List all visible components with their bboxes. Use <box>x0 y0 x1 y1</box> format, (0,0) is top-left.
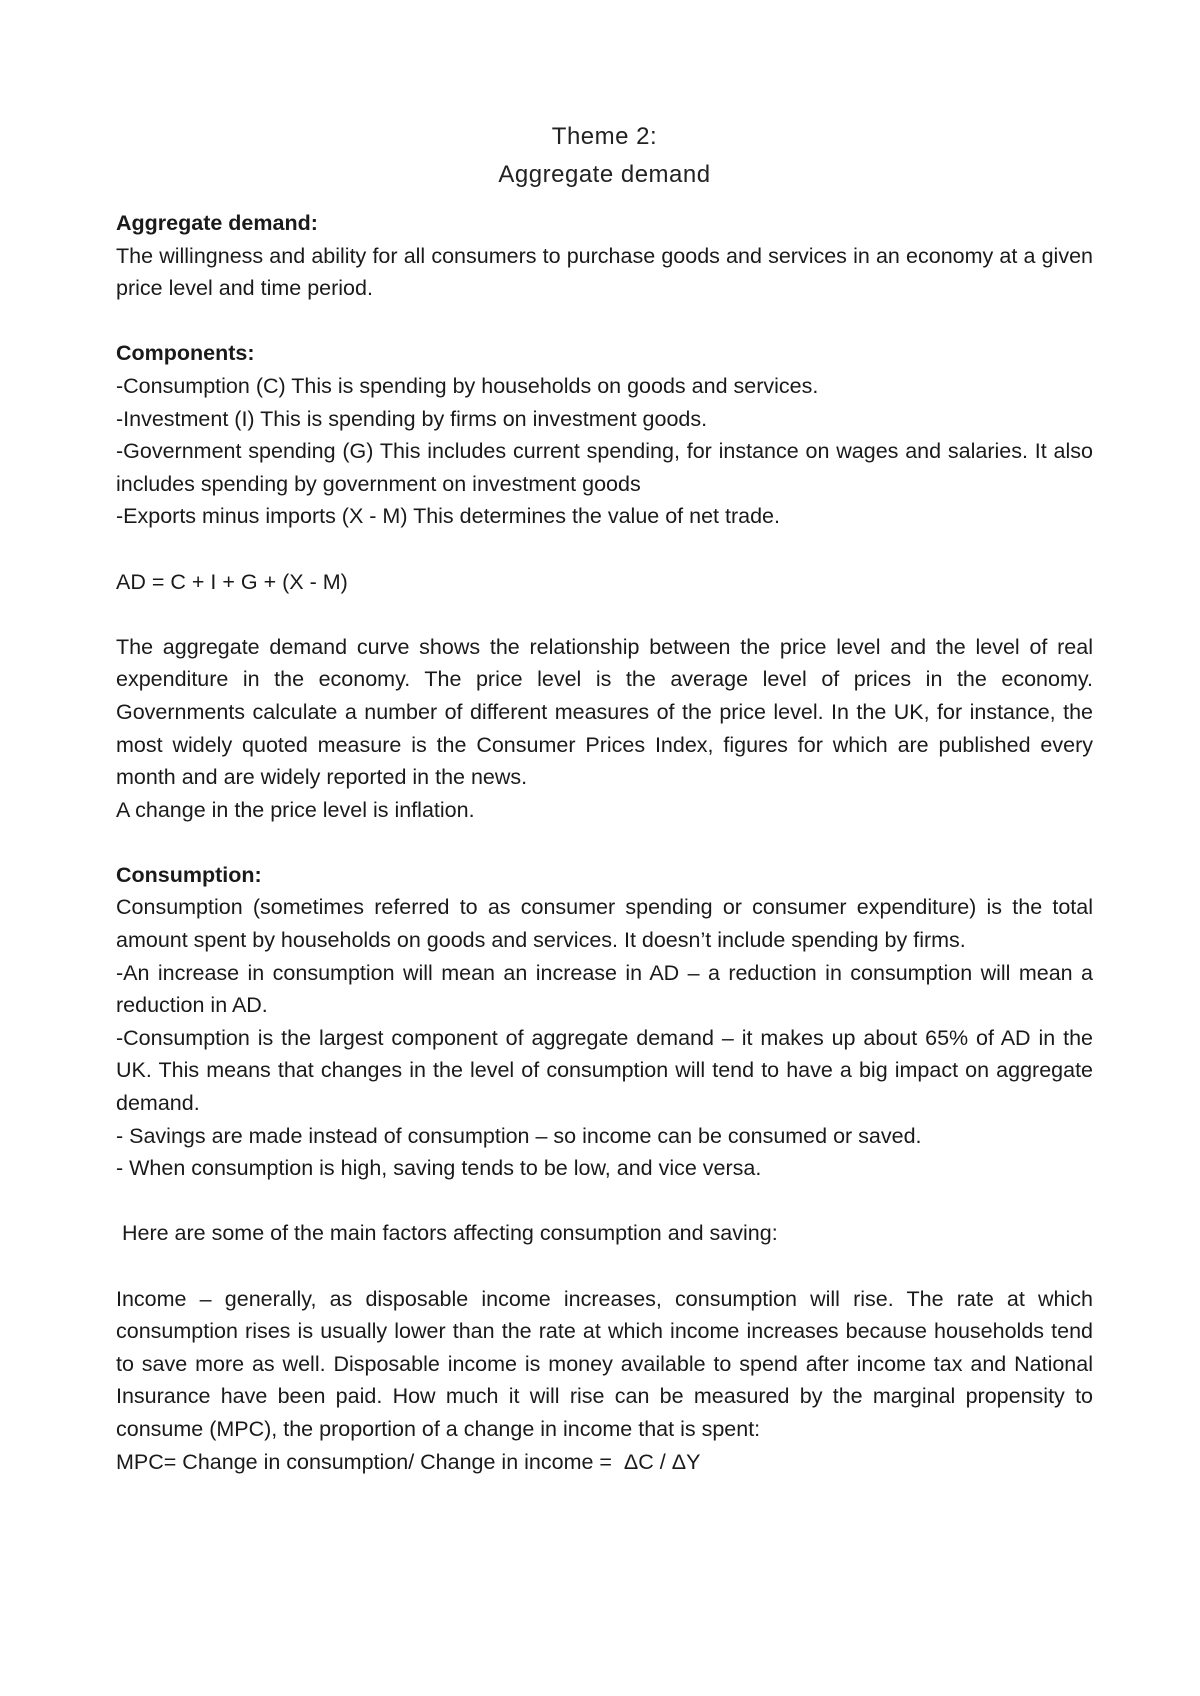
consumption-point: -An increase in consumption will mean an increase in AD – a reduction in consumption will mean a reduction in AD. <box>116 960 1093 1018</box>
document-page <box>116 118 1093 1478</box>
income-paragraph: Income – generally, as disposable income increases, consumption will rise. The rate at which consumption rises is usually lower than the rate at which income increases because households tend to save more as well. Disposable income is money available to spend after income tax and National Insurance have been paid. How much it will rise can be measured by the marginal propensity to consume (MPC), the proportion of a change in income that is spent: <box>116 1286 1093 1441</box>
inflation-line: A change in the price level is inflation. <box>116 797 475 822</box>
section-heading-aggregate-demand: Aggregate demand: <box>116 211 318 235</box>
title-theme: Theme 2: <box>551 123 658 150</box>
title-topic: Aggregate demand <box>498 161 711 188</box>
component-item: -Government spending (G) This includes current spending, for instance on wages and salaries. It also includes spending by government on investment goods <box>116 439 1093 496</box>
consumption-intro: Consumption (sometimes referred to as consumer spending or consumer expenditure) is the total amount spent by households on goods and services. It doesn’t include spending by firms. <box>116 895 1093 953</box>
consumption-point: - When consumption is high, saving tends to be low, and vice versa. <box>116 1156 762 1181</box>
consumption-point: - Savings are made instead of consumption – so income can be consumed or saved. <box>116 1123 922 1148</box>
document-title <box>116 118 1093 194</box>
section-heading-components: Components: <box>116 341 255 366</box>
component-item: -Consumption (C) This is spending by households on goods and services. <box>116 373 819 398</box>
spacer <box>116 533 1093 566</box>
spacer <box>116 1185 1093 1218</box>
mpc-formula: MPC= Change in consumption/ Change in income = ΔC / ΔY <box>116 1449 701 1474</box>
spacer <box>116 826 1093 859</box>
factors-intro: Here are some of the main factors affecting consumption and saving: <box>116 1221 778 1246</box>
ad-curve-paragraph: The aggregate demand curve shows the relationship between the price level and the level of real expenditure in the economy. The price level is the average level of prices in the economy. Governments calculate a number of different measures of the price level. In the UK, for instance, the most widely quoted measure is the Consumer Prices Index, figures for which are published every month and are widely reported in the news. <box>116 634 1093 790</box>
component-item: -Investment (I) This is spending by firms on investment goods. <box>116 406 708 431</box>
component-item: -Exports minus imports (X - M) This determines the value of net trade. <box>116 504 780 529</box>
consumption-point: -Consumption is the largest component of aggregate demand – it makes up about 65% of AD in the UK. This means that changes in the level of consumption will tend to have a big impact on aggregate demand. <box>116 1025 1093 1116</box>
definition-text: The willingness and ability for all consumers to purchase goods and services in an economy at a given price level and time period. <box>116 243 1093 301</box>
spacer <box>116 305 1093 338</box>
ad-formula: AD = C + I + G + (X - M) <box>116 569 348 594</box>
spacer <box>116 1250 1093 1283</box>
spacer <box>116 598 1093 631</box>
section-heading-consumption: Consumption: <box>116 862 262 887</box>
